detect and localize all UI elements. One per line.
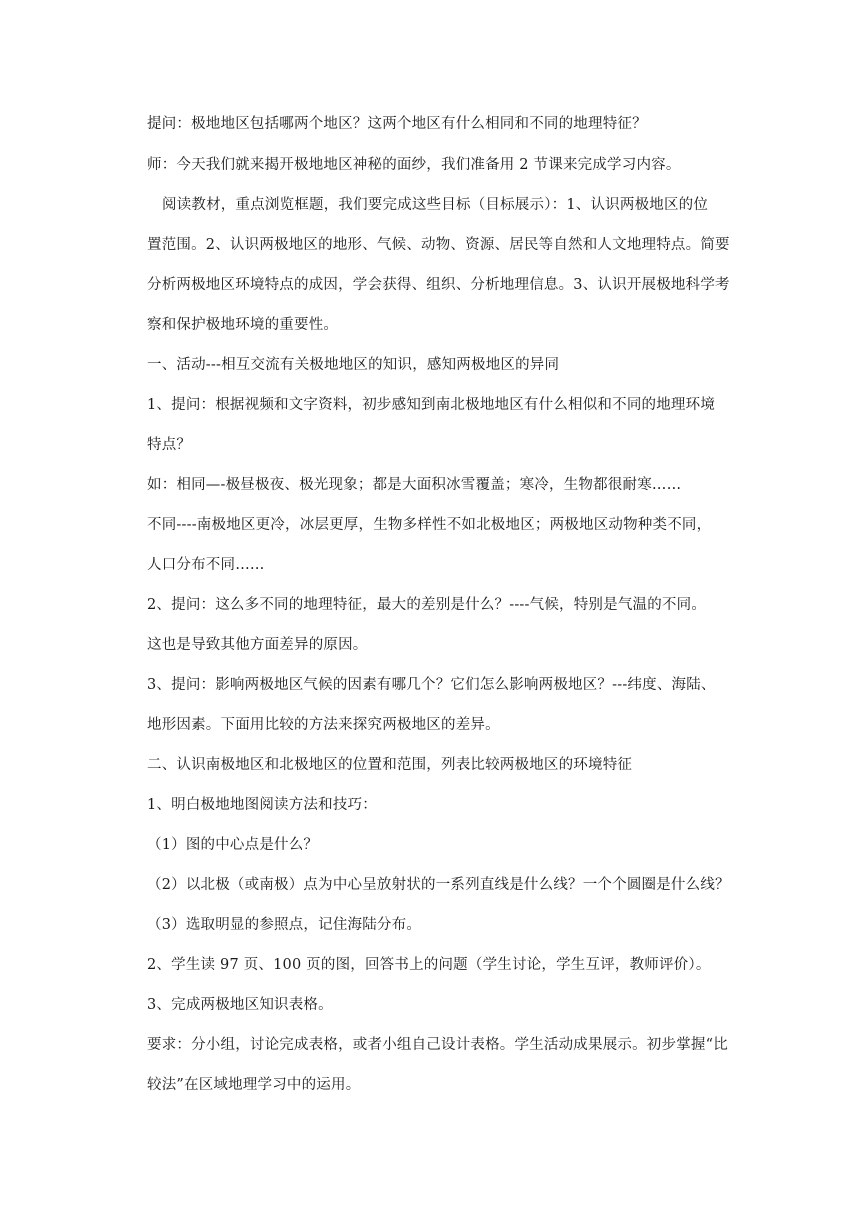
list-item: 1、提问：根据视频和文字资料，初步感知到南北极地地区有什么相似和不同的地理环境 (147, 397, 716, 413)
teacher-line: 师：今天我们就来揭开极地地区神秘的面纱，我们准备用 2 节课来完成学习内容。 (147, 157, 681, 173)
sub-list-item: （2）以北极（或南极）点为中心呈放射状的一系列直线是什么线？一个个圆圈是什么线？ (147, 877, 730, 893)
section-heading: 二、认识南极地区和北极地区的位置和范围，列表比较两极地区的环境特征 (147, 757, 633, 773)
list-item-continuation: 特点？ (147, 437, 192, 453)
sub-list-item: （3）选取明显的参照点，记住海陆分布。 (147, 917, 422, 933)
list-item: 3、完成两极地区知识表格。 (147, 997, 333, 1013)
requirement-line: 较法”在区域地理学习中的运用。 (147, 1077, 361, 1093)
sub-list-item: （1）图的中心点是什么？ (147, 837, 319, 853)
example-line: 人口分布不同…… (147, 557, 265, 573)
list-item: 2、学生读 97 页、100 页的图，回答书上的问题（学生讨论，学生互评，教师评价）。 (147, 957, 711, 973)
section-heading: 一、活动---相互交流有关极地地区的知识，感知两极地区的异同 (147, 357, 560, 373)
paragraph-line: 阅读教材，重点浏览框题，我们要完成这些目标（目标展示）：1、认识两极地区的位 (162, 197, 709, 213)
list-item: 1、明白极地地图阅读方法和技巧： (147, 797, 377, 813)
list-item: 2、提问：这么多不同的地理特征，最大的差别是什么？----气候，特别是气温的不同。 (147, 597, 707, 613)
question-line: 提问：极地地区包括哪两个地区？这两个地区有什么相同和不同的地理特征？ (147, 116, 647, 132)
list-item-continuation: 地形因素。下面用比较的方法来探究两极地区的差异。 (147, 717, 500, 733)
requirement-line: 要求：分小组，讨论完成表格，或者小组自己设计表格。学生活动成果展示。初步掌握“比 (147, 1037, 728, 1053)
paragraph-line: 察和保护极地环境的重要性。 (147, 317, 339, 333)
list-item-continuation: 这也是导致其他方面差异的原因。 (147, 637, 368, 653)
paragraph-line: 分析两极地区环境特点的成因，学会获得、组织、分析地理信息。3、认识开展极地科学考 (147, 277, 730, 293)
example-line: 不同----南极地区更冷，冰层更厚，生物多样性不如北极地区；两极地区动物种类不同， (147, 517, 712, 533)
example-line: 如：相同—-极昼极夜、极光现象；都是大面积冰雪覆盖；寒冷，生物都很耐寒…… (147, 477, 682, 493)
list-item: 3、提问：影响两极地区气候的因素有哪几个？它们怎么影响两极地区？---纬度、海陆、 (147, 677, 716, 693)
paragraph-line: 置范围。2、认识两极地区的地形、气候、动物、资源、居民等自然和人文地理特点。简要 (147, 237, 730, 253)
